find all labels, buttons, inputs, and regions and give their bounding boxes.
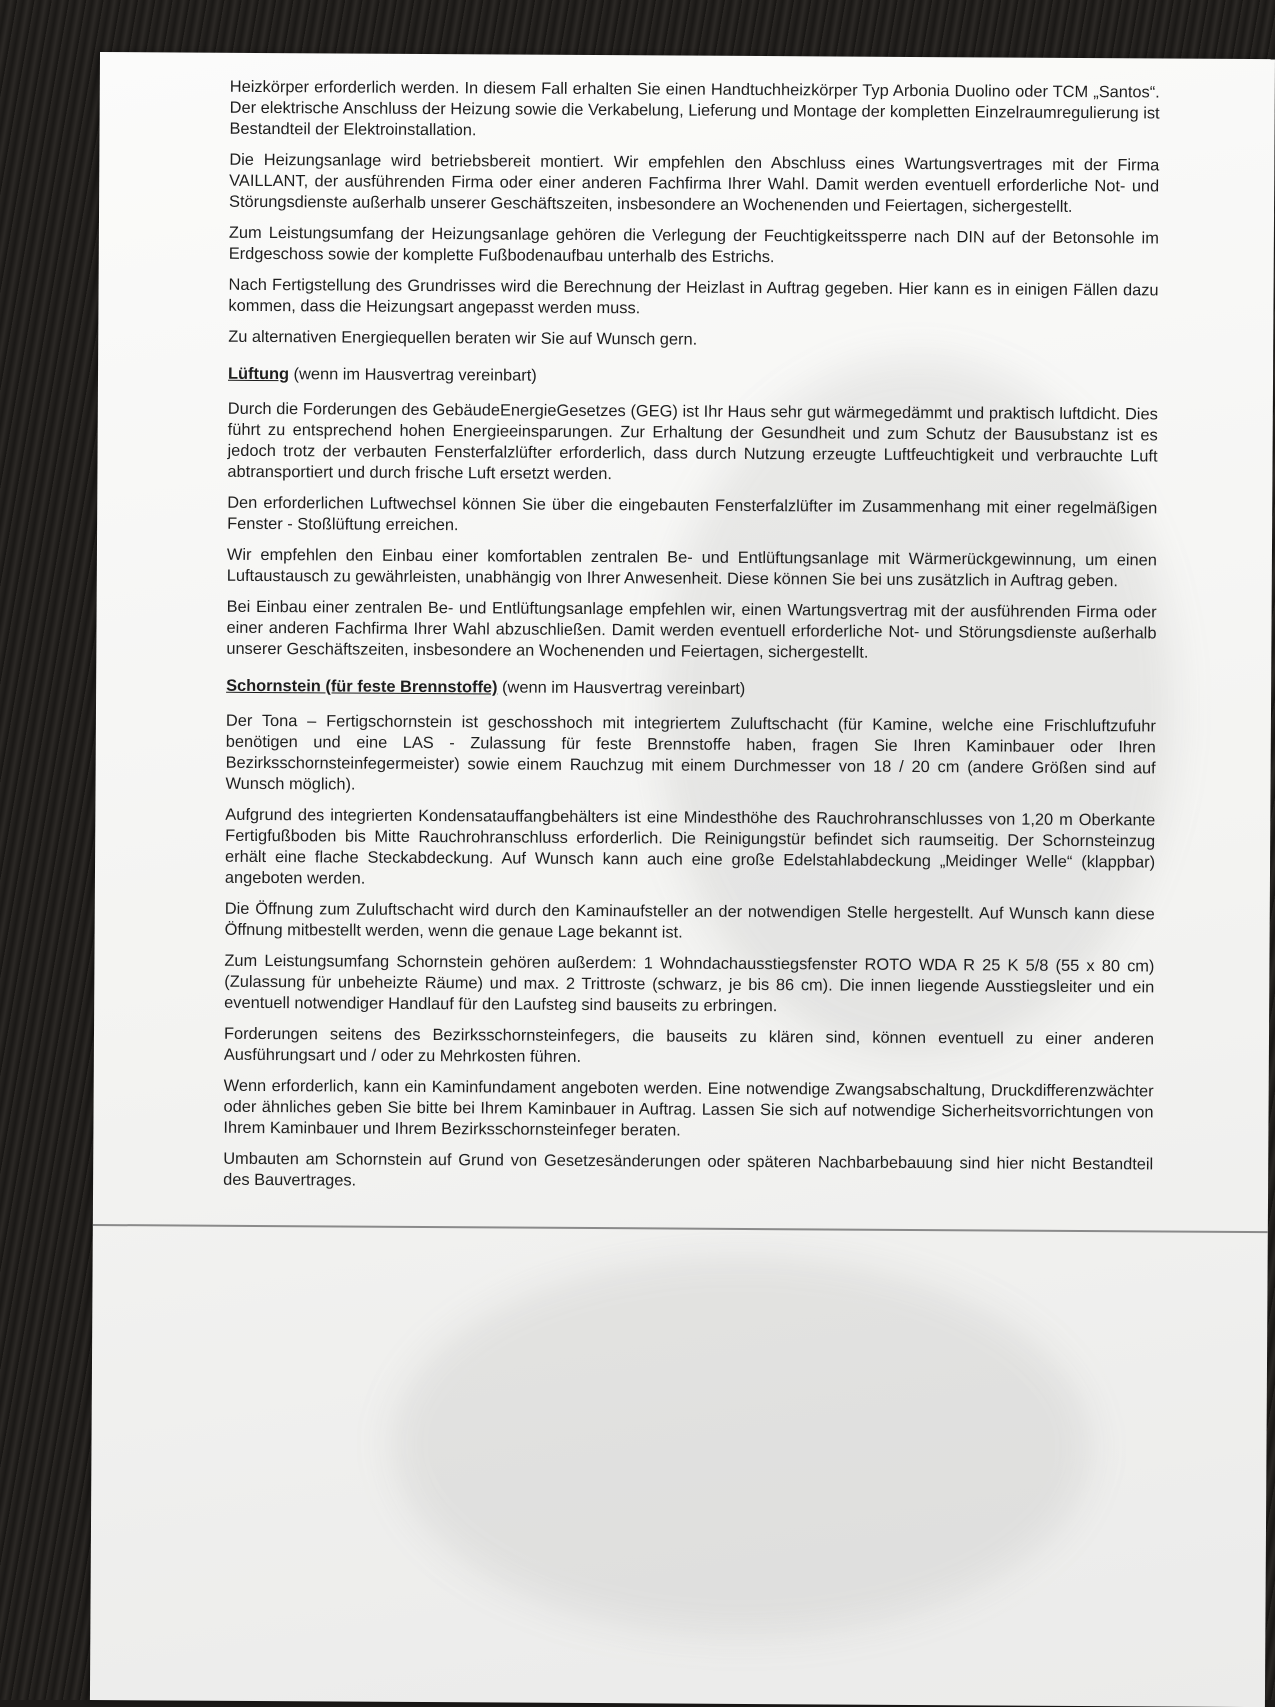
paragraph: Wenn erforderlich, kann ein Kaminfundament angeboten werden. Eine notwendige Zwangsabschaltung, Druckdifferenzwächter oder ähnliches geben Sie bitte bei Ihrem Kaminbauer in Auftrag. Lassen Sie sich auf notwendige Sicherheitsvorrichtungen von Ihrem Kaminbauer und Ihrem Bezirksschornsteinfeger beraten. — [223, 1076, 1154, 1140]
paragraph: Den erforderlichen Luftwechsel können Sie über die eingebauten Fensterfalzlüfter im Zusammenhang mit einer regelmäßigen Fenster - Stoßlüftung erreichen. — [227, 493, 1158, 535]
paragraph: Durch die Forderungen des GebäudeEnergieGesetzes (GEG) ist Ihr Haus sehr gut wärmegedämmt und praktisch luftdicht. Dies führt zu entsprechend hohen Energieeinsparungen. Zur Erhaltung der Gesundheit und zum Schutz der Bausubstanz ist es jedoch trotz der verbauten Fensterfalzlüfter erforderlich, dass durch Nutzung erzeugte Luftfeuchtigkeit und verbrauchte Luft abtransportiert und durch frische Luft ersetzt werden. — [227, 399, 1158, 484]
section-title: Schornstein (für feste Brennstoffe) — [226, 676, 498, 697]
paragraph: Die Heizungsanlage wird betriebsbereit montiert. Wir empfehlen den Abschluss eines Wartungsvertrages mit der Firma VAILLANT, der ausführenden Firma oder einer anderen Fachfirma Ihrer Wahl. Damit werden eventuell erforderliche Not- und Störungsdienste außerhalb unserer Geschäftszeiten, insbesondere an Wochenenden und Feiertagen, sichergestellt. — [229, 150, 1160, 216]
section-title: Lüftung — [227, 364, 290, 384]
paragraph: Wir empfehlen den Einbau einer komfortablen zentralen Be- und Entlüftungsanlage mit Wärmerückgewinnung, um einen Luftaustausch zu gewährleisten, unabhängig von Ihrer Anwesenheit. Diese können Sie bei uns zusätzlich in Auftrag geben. — [226, 545, 1157, 591]
paragraph: Heizkörper erforderlich werden. In diesem Fall erhalten Sie einen Handtuchheizkörper Typ Arbonia Duolino oder TCM „Santos“. Der elektrische Anschluss der Heizung sowie die Verkabelung, Lieferung und Montage der kompletten Einzelraumregulierung ist Bestandteil der Elektroinstallation. — [229, 77, 1160, 140]
section-heading-lueftung — [228, 364, 1158, 391]
document-body — [223, 77, 1160, 1207]
paragraph: Nach Fertigstellung des Grundrisses wird die Berechnung der Heizlast in Auftrag gegeben. Hier kann es in einigen Fällen dazu kommen, dass die Heizungsart angepasst werden muss. — [228, 275, 1159, 318]
paragraph: Der Tona – Fertigschornstein ist geschosshoch mit integriertem Zuluftschacht (für Kamine, welche eine Frischluftzufuhr benötigen und eine LAS - Zulassung für feste Brennstoffe haben, fragen Sie Ihren Kaminbauer oder Ihren Bezirksschornsteinfegermeister) sowie einem Rauchzug mit einem Durchmesser von 18 / 20 cm (andere Größen sind auf Wunsch möglich). — [225, 711, 1156, 794]
paragraph: Zu alternativen Energiequellen beraten wir Sie auf Wunsch gern. — [228, 327, 698, 349]
paper-shadow — [390, 1254, 1092, 1638]
paragraph: Aufgrund des integrierten Kondensatauffangbehälters ist eine Mindesthöhe des Rauchrohranschlusses von 1,20 m Oberkante Fertigfußboden bis Mitte Rauchrohranschluss erforderlich. Die Reinigungstür befindet sich raumseitig. Der Schornsteinzug erhält eine flache Steckabdeckung. Auf Wunsch kann auch eine große Edelstahlabdeckung „Meidinger Welle“ (klappbar) angeboten werden. — [224, 805, 1156, 888]
paragraph: Umbauten am Schornstein auf Grund von Gesetzesänderungen oder späteren Nachbarbebauung sind hier nicht Bestandteil des Bauvertrages. — [223, 1149, 1154, 1190]
section-note: (wenn im Hausvertrag vereinbart) — [497, 678, 746, 698]
document-page — [90, 52, 1275, 1707]
paragraph: Forderungen seitens des Bezirksschornsteinfegers, die bauseits zu klären sind, können eventuell zu einer anderen Ausführungsart und / oder zu Mehrkosten führen. — [223, 1024, 1155, 1066]
paragraph: Zum Leistungsumfang der Heizungsanlage gehören die Verlegung der Feuchtigkeitssperre nach DIN auf der Betonsohle im Erdgeschoss sowie der komplette Fußbodenaufbau unterhalb des Estrichs. — [228, 223, 1159, 267]
horizontal-rule — [93, 1224, 1268, 1233]
section-heading-schornstein — [226, 676, 1156, 703]
paragraph: Bei Einbau einer zentralen Be- und Entlüftungsanlage empfehlen wir, einen Wartungsvertrag mit der ausführenden Firma oder einer anderen Fachfirma Ihrer Wahl abzuschließen. Damit werden eventuell erforderliche Not- und Störungsdienste außerhalb unserer Geschäftszeiten, insbesondere an Wochenenden und Feiertagen, sichergestellt. — [226, 597, 1157, 662]
paragraph: Zum Leistungsumfang Schornstein gehören außerdem: 1 Wohndachausstiegsfenster ROTO WDA R 25 K 5/8 (55 x 80 cm) (Zulassung für unbeheizte Räume) und max. 2 Trittroste (schwarz, je bis 86 cm). Die innen liegende Ausstiegsleiter und ein eventuell notwendiger Handlauf für den Laufsteg sind bauseits zu erbringen. — [224, 951, 1155, 1016]
section-note: (wenn im Hausvertrag vereinbart) — [288, 365, 537, 385]
paragraph: Die Öffnung zum Zuluftschacht wird durch den Kaminaufsteller an der notwendigen Stelle hergestellt. Auf Wunsch kann diese Öffnung mitbestellt werden, wenn die genaue Lage bekannt ist. — [224, 899, 1155, 942]
